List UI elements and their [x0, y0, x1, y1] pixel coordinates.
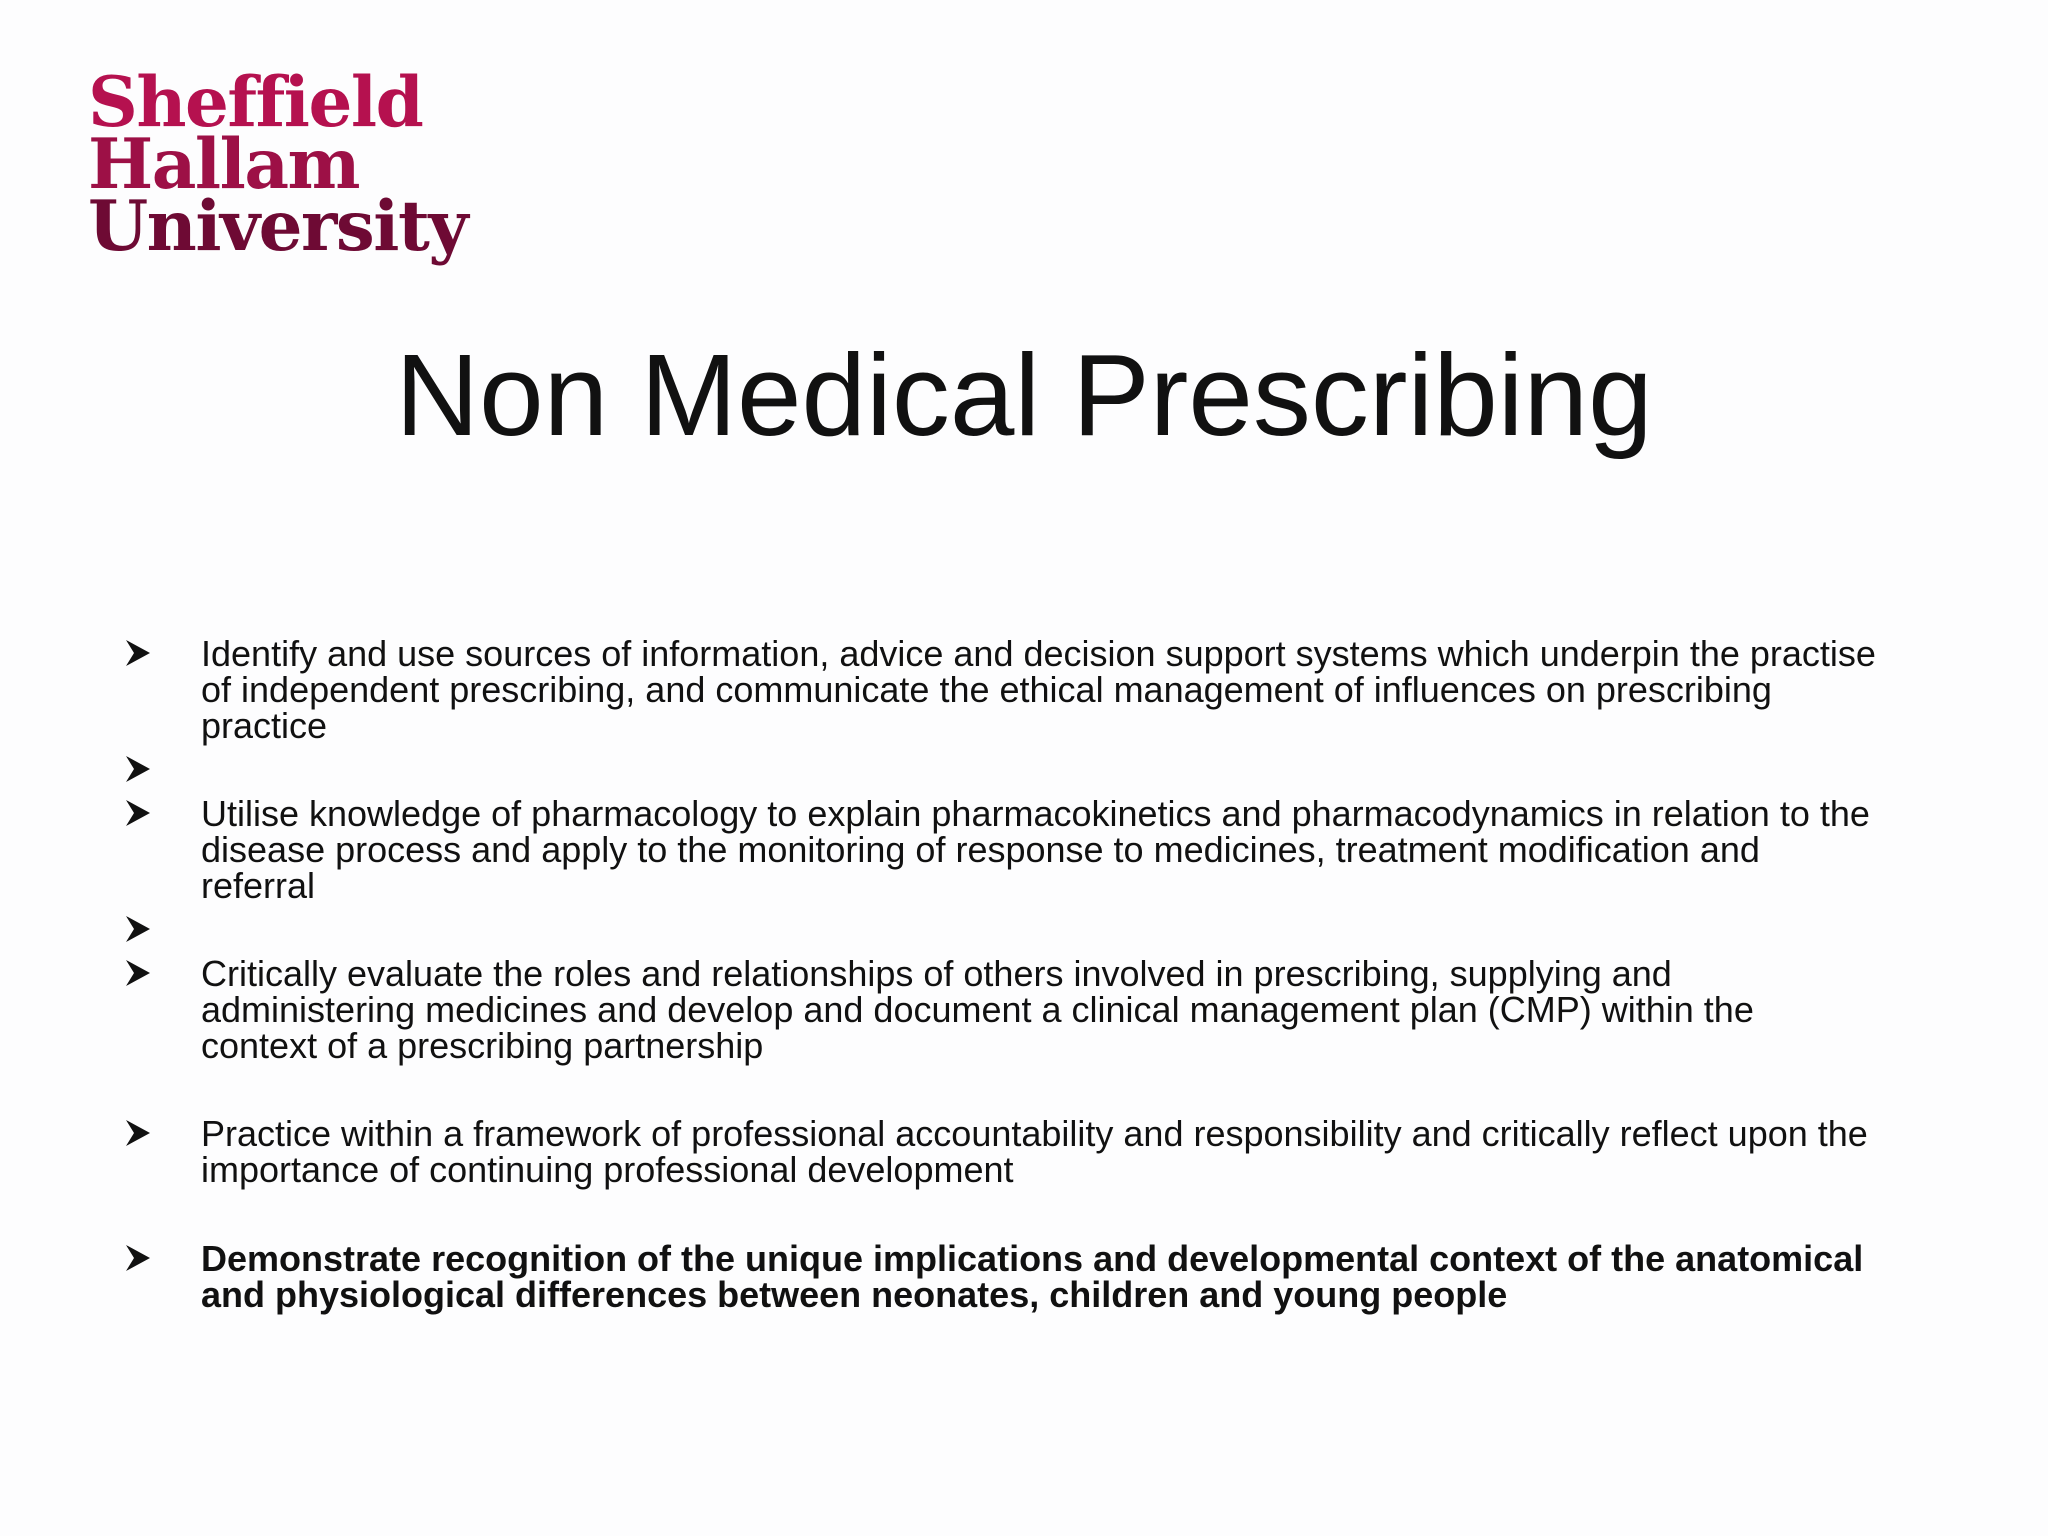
arrowhead-bullet-icon — [124, 1241, 154, 1275]
arrowhead-bullet-icon — [124, 1116, 154, 1150]
bullet-text: Practice within a framework of professional accountability and responsibility and critically reflect upon the importance of continuing professional development — [201, 1113, 1868, 1190]
bullet-text-bold: Demonstrate recognition of the unique implications and developmental context of the anatomical and physiological differences between neonates, children and young people — [201, 1238, 1864, 1315]
bullet-text: Identify and use sources of information, advice and decision support systems which underpin the practise of independent prescribing, and communicate the ethical management of influences on prescribing practice — [201, 633, 1876, 746]
slide-title: Non Medical Prescribing — [395, 330, 1653, 460]
arrowhead-bullet-icon — [124, 796, 154, 830]
arrowhead-bullet-icon — [124, 956, 154, 990]
arrowhead-bullet-icon — [124, 752, 154, 786]
bullet-text: Utilise knowledge of pharmacology to explain pharmacokinetics and pharmacodynamics in relation to the disease process and apply to the monitoring of response to medicines, treatment modification and referral — [201, 793, 1870, 906]
logo-line-2: Hallam — [88, 124, 360, 205]
arrowhead-bullet-icon — [124, 912, 154, 946]
bullet-text: Critically evaluate the roles and relationships of others involved in prescribing, supplying and administering medicines and develop and document a clinical management plan (CMP) within the context of a prescribing partnership — [201, 953, 1754, 1066]
logo-line-1: Sheffield — [88, 62, 423, 143]
arrowhead-bullet-icon — [124, 636, 154, 670]
logo-line-3: University — [88, 186, 467, 267]
